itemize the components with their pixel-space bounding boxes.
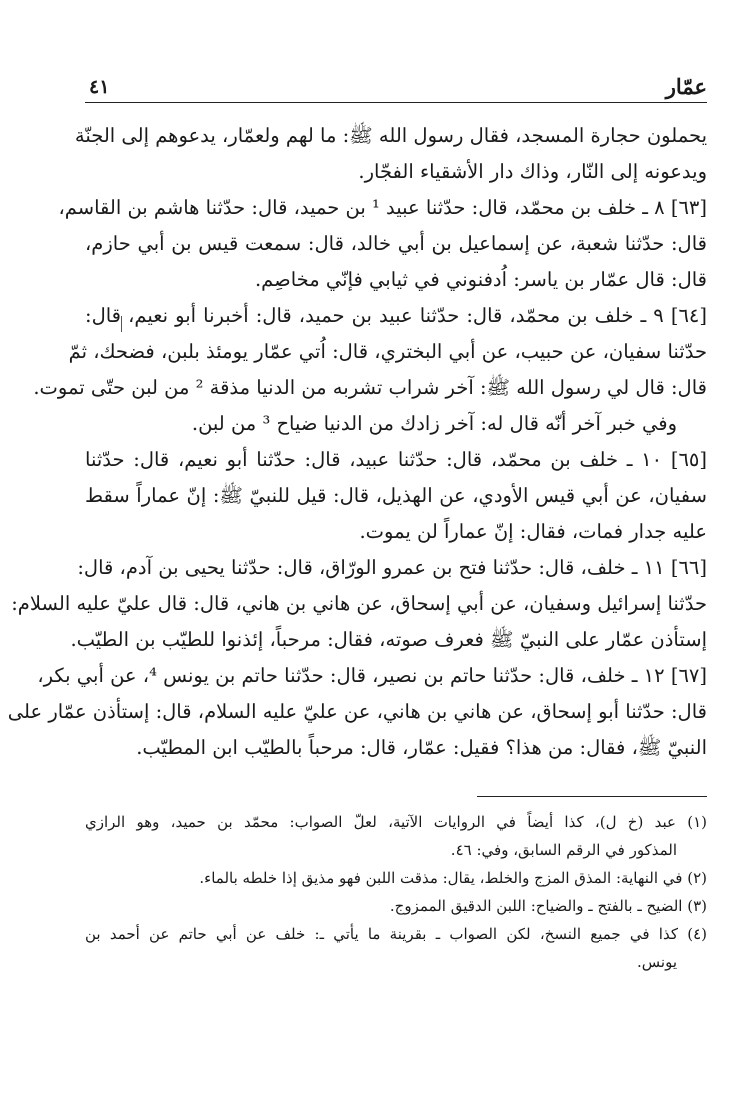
page-header [85,68,707,103]
footnote-line: يونس. [637,953,677,971]
footnote-separator [477,796,707,797]
text-line: قال: قال لي رسول الله ﷺ: آخر شراب تشربه من الدنيا مذقة ² من لبن حتّى تموت. [33,376,707,399]
footnote-line: (٣) الضيح ـ بالفتح ـ والضياح: اللبن الدقيق الممزوج. [389,897,707,915]
text-line: إستأذن عمّار على النبيّ ﷺ فعرف صوته، فقال: مرحباً، إئذنوا للطيّب بن الطيّب. [70,628,707,651]
text-line: ويدعونه إلى النّار، وذاك دار الأشقياء الفجّار. [358,160,707,183]
text-line: وفي خبر آخر أنّه قال له: آخر زادك من الدنيا ضياح ³ من لبن. [191,412,677,435]
book-page [7,60,707,1060]
text-line: عليه جدار فمات، فقال: إنّ عماراً لن يموت. [359,520,707,543]
text-line: حدّثنا سفيان، عن حبيب، عن أبي البختري، قال: اُتي عمّار يومئذ بلبن، فضحك، ثمّ [68,340,707,363]
footnote-line: (٤) كذا في جميع النسخ، لكن الصواب ـ بقرينة ما يأتي ـ: خلف عن أبي حاتم عن أحمد بن [85,925,707,943]
footnote-line: (٢) في النهاية: المذق المزج والخلط، يقال: مذقت اللبن فهو مذيق إذا خلطه بالماء. [199,869,707,887]
running-title: عمّار [665,74,707,99]
footnote-line: (١) عبد (خ ل)، كذا أيضاً في الروايات الآتية، لعلّ الصواب: محمّد بن حميد، وهو الرازي [85,813,707,831]
text-line: النبيّ ﷺ، فقال: من هذا؟ فقيل: عمّار، قال: مرحباً بالطيّب ابن المطيّب. [136,736,707,759]
text-line: قال: حدّثنا شعبة، عن إسماعيل بن أبي خالد، قال: سمعت قيس بن أبي حازم، [85,232,707,255]
footnotes [85,808,707,976]
hadith-line: [٦٥] ١٠ ـ خلف بن محمّد، قال: حدّثنا عبيد، قال: حدّثنا أبو نعيم، قال: حدّثنا [85,448,707,471]
hadith-line: [٦٤] ٩ ـ خلف بن محمّد، قال: حدّثنا عبيد بن حميد، قال: أخبرنا أبو نعيم، قال: [85,304,707,327]
hadith-line: [٦٦] ١١ ـ خلف، قال: حدّثنا فتح بن عمرو الورّاق، قال: حدّثنا يحيى بن آدم، قال: [77,556,707,579]
footnote-line: المذكور في الرقم السابق، وفي: ٤٦. [450,841,677,859]
text-line: حدّثنا إسرائيل وسفيان، عن أبي إسحاق، عن هاني بن هاني، قال: قال عليّ عليه السلام: [11,592,707,615]
text-line: قال: قال عمّار بن ياسر: اُدفنوني في ثيابي فإنّي مخاصِم. [254,268,707,291]
text-line: سفيان، عن أبي قيس الأودي، عن الهذيل، قال: قيل للنبيّ ﷺ: إنّ عماراً سقط [85,484,707,507]
text-line: قال: حدّثنا أبو إسحاق، عن هاني بن هاني، عن عليّ عليه السلام، قال: إستأذن عمّار على [7,700,707,723]
text-line: يحملون حجارة المسجد، فقال رسول الله ﷺ: ما لهم ولعمّار، يدعوهم إلى الجنّة [74,124,707,147]
hadith-line: [٦٧] ١٢ ـ خلف، قال: حدّثنا حاتم بن نصير، قال: حدّثنا حاتم بن يونس ⁴، عن أبي بكر، [37,664,707,687]
main-text [7,118,707,766]
page-number: ٤١ [89,76,110,98]
hadith-line: [٦٣] ٨ ـ خلف بن محمّد، قال: حدّثنا عبيد ¹ بن حميد، قال: حدّثنا هاشم بن القاسم، [58,196,707,219]
